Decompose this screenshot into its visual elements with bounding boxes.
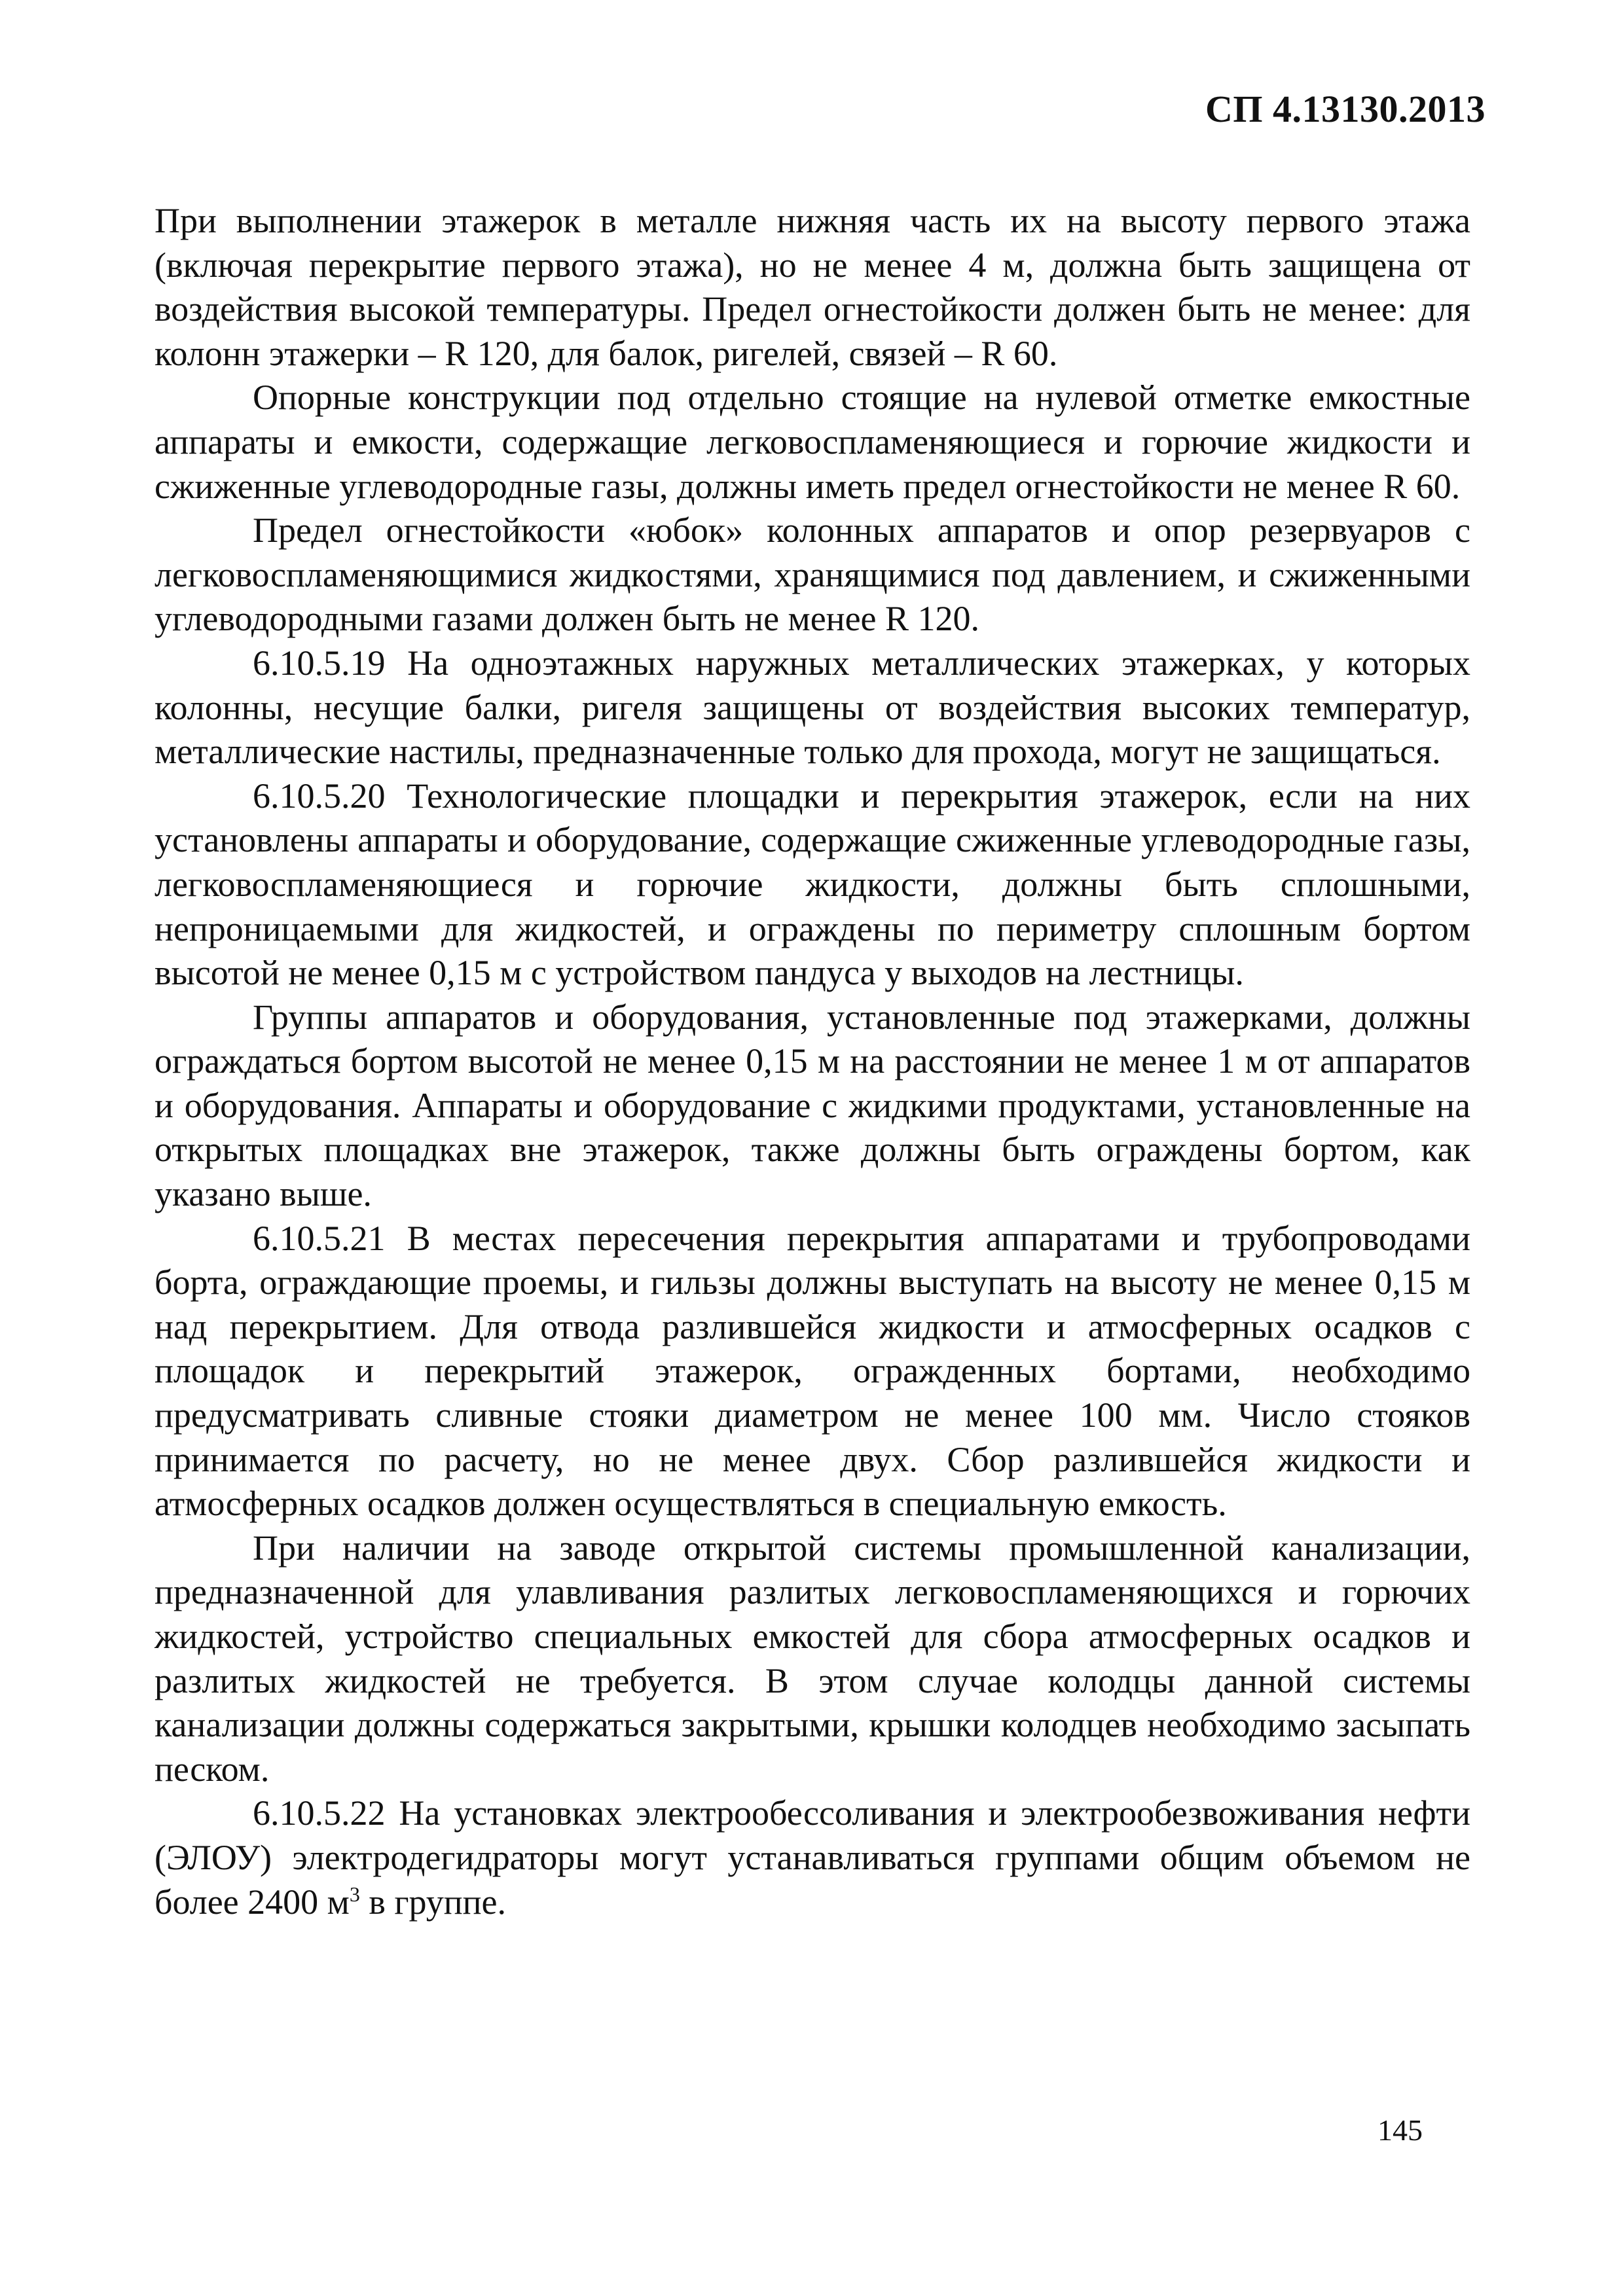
- page-number: 145: [1377, 2113, 1423, 2147]
- paragraph: 6.10.5.21 В местах пересечения перекрытия аппаратами и трубопроводами борта, ограждающие проемы, и гильзы должны выступать на высоту не менее 0,15 м над перекрытием. Для отвода разлившейся жидкости и атмосферных осадков с площадок и перекрытий этажерок, огражденных бортами, необходимо предусматривать сливные стояки диаметром не менее 100 мм. Число стояков принимается по расчету, но не менее двух. Сбор разлившейся жидкости и атмосферных осадков должен осуществляться в специальную емкость.: [155, 1218, 1470, 1524]
- paragraph: 6.10.5.19 На одноэтажных наружных металлических этажерках, у которых колонны, несущие балки, ригеля защищены от воздействия высоких температур, металлические настилы, предназначенные только для прохода, могут не защищаться.: [155, 643, 1470, 772]
- paragraph: Предел огнестойкости «юбок» колонных аппаратов и опор резервуаров с легковоспламеняющимися жидкостями, хранящимися под давлением, и сжиженными углеводородными газами должен быть не менее R 120.: [155, 511, 1470, 639]
- paragraph: Группы аппаратов и оборудования, установленные под этажерками, должны ограждаться бортом высотой не менее 0,15 м на расстоянии не менее 1 м от аппаратов и оборудования. Аппараты и оборудование с жидкими продуктами, установленные на открытых площадках вне этажерок, также должны быть ограждены бортом, как указано выше.: [155, 997, 1470, 1214]
- paragraph: Опорные конструкции под отдельно стоящие на нулевой отметке емкостные аппараты и емкости, содержащие легковоспламеняющиеся и горючие жидкости и сжиженные углеводородные газы, должны иметь предел огнестойкости не менее R 60.: [155, 378, 1470, 506]
- paragraph: 6.10.5.20 Технологические площадки и перекрытия этажерок, если на них установлены аппараты и оборудование, содержащие сжиженные углеводородные газы, легковоспламеняющиеся и горючие жидкости, должны быть сплошными, непроницаемыми для жидкостей, и ограждены по периметру сплошным бортом высотой не менее 0,15 м с устройством пандуса у выходов на лестницы.: [155, 776, 1470, 993]
- body-text: [155, 199, 1470, 1924]
- paragraph-tail: в группе.: [359, 1882, 507, 1922]
- superscript: 3: [349, 1882, 360, 1906]
- paragraph: При наличии на заводе открытой системы промышленной канализации, предназначенной для улавливания разлитых легковоспламеняющихся и горючих жидкостей, устройство специальных емкостей для сбора атмосферных осадков и разлитых жидкостей не требуется. В этом случае колодцы данной системы канализации должны содержаться закрытыми, крышки колодцев необходимо засыпать песком.: [155, 1528, 1470, 1789]
- paragraph: [155, 1791, 1470, 1924]
- paragraph-text: 6.10.5.22 На установках электрообессоливания и электрообезвоживания нефти (ЭЛОУ) электродегидраторы могут устанавливаться группами общим объемом не более 2400 м: [155, 1793, 1470, 1922]
- document-code: СП 4.13130.2013: [1205, 88, 1486, 130]
- paragraph: При выполнении этажерок в металле нижняя часть их на высоту первого этажа (включая перекрытие первого этажа), но не менее 4 м, должна быть защищена от воздействия высокой температуры. Предел огнестойкости должен быть не менее: для колонн этажерки – R 120, для балок, ригелей, связей – R 60.: [155, 201, 1470, 373]
